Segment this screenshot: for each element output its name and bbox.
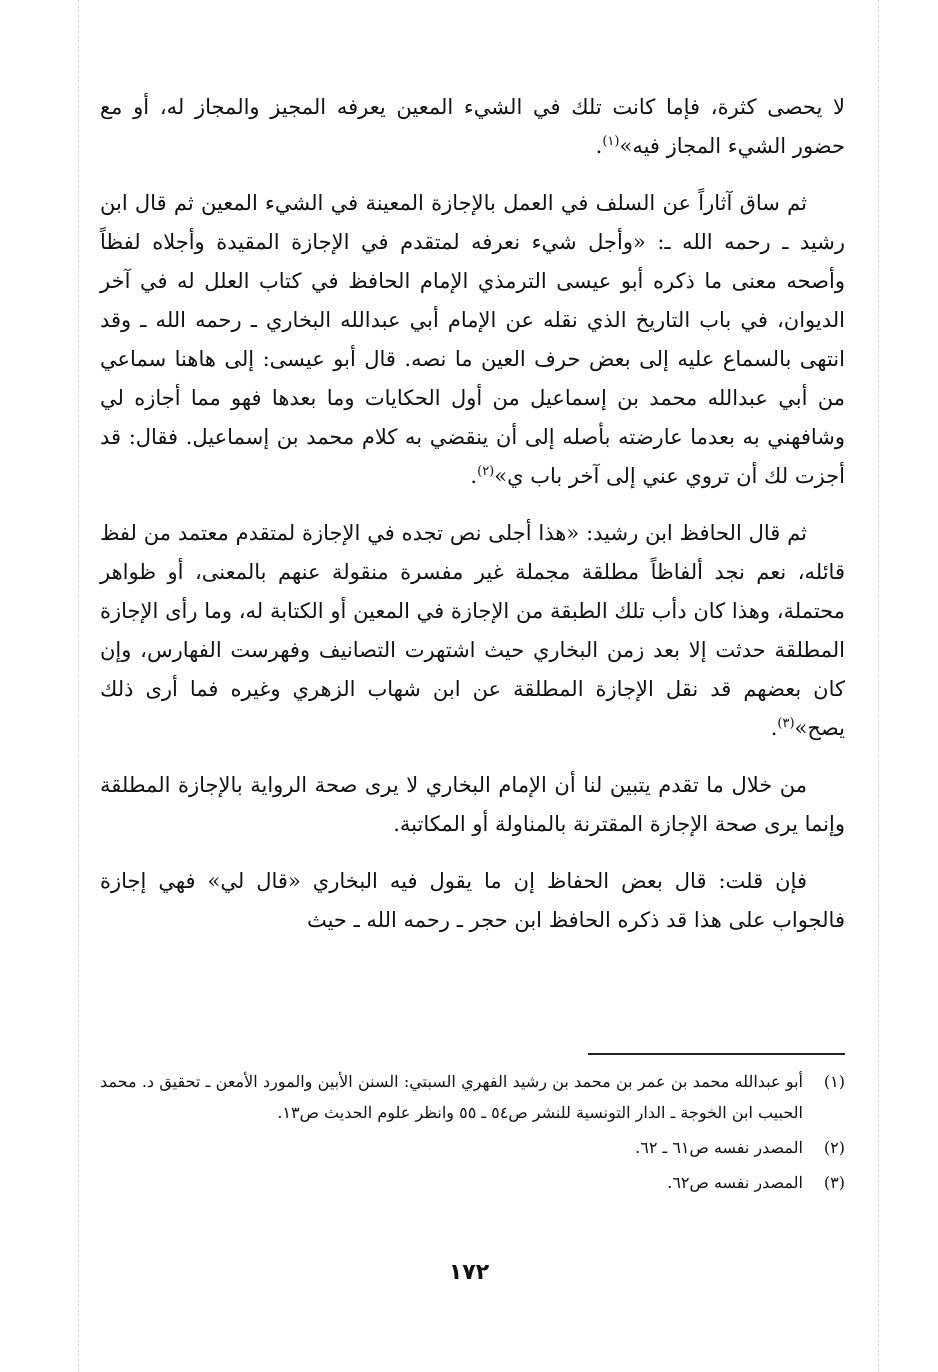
paragraph-text: لا يحصى كثرة، فإما كانت تلك في الشيء المعين يعرفه المجيز والمجاز له، أو مع حضور الشيء المجاز فيه» bbox=[100, 95, 845, 158]
footnote-ref[interactable]: (٢) bbox=[477, 464, 495, 479]
footnote-text: المصدر نفسه ص٦١ ـ ٦٢. bbox=[635, 1138, 803, 1157]
footnote-item bbox=[100, 1167, 845, 1198]
footnote-ref[interactable]: (٣) bbox=[777, 716, 795, 731]
paragraph-text: ثم قال الحافظ ابن رشيد: «هذا أجلى نص تجده في الإجازة لمتقدم معتمد من لفظ قائله، نعم نجد ألفاظاً مطلقة مجملة غير مفسرة منقولة عنهم بالمعنى، أو ظواهر محتملة، وهذا كان دأب تلك الطبقة من الإجازة في المعين أو الكتابة له، وما رأى الإجازة المطلقة حدثت إلا بعد زمن البخاري حيث اشتهرت التصانيف وفهرست الفهارس، وإن كان بعضهم قد نقل الإجازة المطلقة عن ابن شهاب الزهري وغيره فما أرى ذلك يصح» bbox=[100, 521, 845, 740]
paragraph-tail: . bbox=[770, 716, 778, 740]
footnote-number: (٣) bbox=[823, 1173, 845, 1192]
paragraph bbox=[100, 862, 845, 940]
page-number: ١٧٢ bbox=[448, 1260, 490, 1285]
footnote-ref[interactable]: (١) bbox=[602, 134, 620, 149]
footnotes bbox=[100, 1066, 845, 1202]
paragraph-text: من خلال ما تقدم يتبين لنا أن الإمام البخاري لا يرى صحة الرواية بالإجازة المطلقة وإنما يرى صحة الإجازة المقترنة بالمناولة أو المكاتبة. bbox=[100, 773, 845, 836]
main-text bbox=[100, 88, 845, 958]
scan-fold-line-right bbox=[878, 0, 879, 1372]
paragraph-tail: . bbox=[470, 464, 478, 488]
paragraph-text: فإن قلت: قال بعض الحفاظ إن ما يقول فيه البخاري «قال لي» فهي إجازة فالجواب على هذا قد ذكره الحافظ ابن حجر ـ رحمه الله ـ حيث bbox=[100, 869, 845, 932]
paragraph bbox=[100, 514, 845, 748]
paragraph bbox=[100, 766, 845, 844]
footnote-text: المصدر نفسه ص٦٢. bbox=[667, 1173, 803, 1192]
footnote-text: أبو عبدالله محمد بن عمر بن محمد بن رشيد الفهري السبتي: السنن الأبين والمورد الأمعن ـ تحقيق د. محمد الحبيب ابن الخوجة ـ الدار التونسية للنشر ص٥٤ ـ ٥٥ وانظر علوم الحديث ص١٣. bbox=[100, 1072, 803, 1122]
scan-fold-line-left bbox=[78, 0, 79, 1372]
paragraph-tail: . bbox=[595, 134, 603, 158]
paragraph-text: ثم ساق آثاراً عن السلف في العمل بالإجازة المعينة في الشيء المعين ثم قال ابن رشيد ـ رحمه الله ـ: «وأجل شيء نعرفه لمتقدم في الإجازة المقيدة وأجلاه لفظاً وأصحه معنى ما ذكره أبو عيسى الترمذي الإمام الحافظ في كتاب العلل له في آخر الديوان، في باب التاريخ الذي نقله عن الإمام أبي عبدالله البخاري ـ رحمه الله ـ وقد انتهى بالسماع عليه إلى بعض حرف العين ما نصه. قال أبو عيسى: إلى هاهنا سماعي من أبي عبدالله محمد بن إسماعيل من أول الحكايات وما بعدها فهو مما أجازه لي وشافهني به بعدما عارضته بأصله إلى أن ينقضي به كلام محمد بن إسماعيل. فقال: قد أجزت لك أن تروي عني إلى آخر باب ي» bbox=[100, 191, 845, 488]
footnote-item bbox=[100, 1132, 845, 1163]
paragraph bbox=[100, 88, 845, 166]
footnote-number: (١) bbox=[823, 1072, 845, 1091]
footnote-number: (٢) bbox=[823, 1138, 845, 1157]
footnote-separator bbox=[588, 1053, 845, 1055]
footnote-item bbox=[100, 1066, 845, 1128]
paragraph bbox=[100, 184, 845, 496]
